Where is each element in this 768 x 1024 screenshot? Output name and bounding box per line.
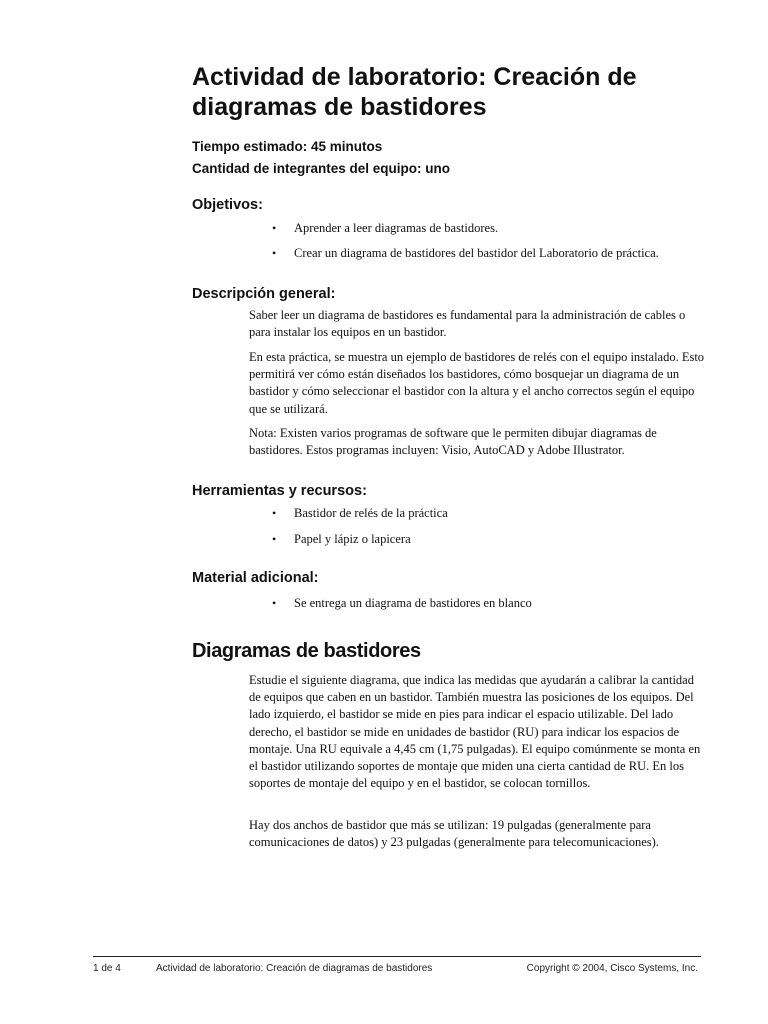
- section-heading: Diagramas de bastidores: [192, 640, 421, 662]
- overview-paragraph: Saber leer un diagrama de bastidores es fundamental para la administración de cables o para instalar los equipos en un bastidor.: [249, 308, 686, 340]
- list-item: • Aprender a leer diagramas de bastidores.: [272, 221, 499, 235]
- page-number: 1 de 4: [93, 963, 121, 974]
- page-title: Actividad de laboratorio: Creación de diagramas de bastidores: [192, 63, 637, 121]
- overview-note: Nota: Existen varios programas de software que le permiten dibujar diagramas de bastidores. Estos programas incluyen: Visio, AutoCAD y Adobe Illustrator.: [249, 426, 657, 458]
- bullet-icon: •: [272, 596, 277, 610]
- bullet-icon: •: [272, 506, 277, 520]
- tools-heading: Herramientas y recursos:: [192, 483, 367, 499]
- objectives-heading: Objetivos:: [192, 197, 263, 213]
- bullet-icon: •: [272, 221, 277, 235]
- list-item: • Papel y lápiz o lapicera: [272, 532, 411, 546]
- overview-paragraph: En esta práctica, se muestra un ejemplo de bastidores de relés con el equipo instalado. Esto permitirá ver cómo están diseñados los bastidores, cómo bosquejar un diagrama de un bastidor y cómo seleccionar el bastidor con la altura y el ancho correctos según el equipo que se utilizará.: [249, 350, 705, 416]
- section-paragraph: Estudie el siguiente diagrama, que indica las medidas que ayudarán a calibrar la cantidad de equipos que caben en un bastidor. También muestra las posiciones de los equipos. Del lado izquierdo, el bastidor se mide en pies para indicar el espacio utilizable. Del lado derecho, el bastidor se mide en unidades de bastidor (RU) para indicar los espacios de montaje. Una RU equivale a 4,45 cm (1,75 pulgadas). El equipo comúnmente se monta en el bastidor utilizando soportes de montaje que miden una cierta cantidad de RU. En los soportes de montaje del equipo y en el bastidor, se colocan tornillos.: [249, 673, 701, 791]
- bullet-icon: •: [272, 246, 277, 260]
- list-item: • Crear un diagrama de bastidores del bastidor del Laboratorio de práctica.: [272, 246, 659, 260]
- estimated-time: Tiempo estimado: 45 minutos: [192, 139, 383, 154]
- footer-title: Actividad de laboratorio: Creación de diagramas de bastidores: [156, 963, 433, 974]
- team-size: Cantidad de integrantes del equipo: uno: [192, 161, 451, 176]
- list-item: • Se entrega un diagrama de bastidores en blanco: [272, 596, 532, 610]
- copyright: Copyright © 2004, Cisco Systems, Inc.: [526, 963, 698, 974]
- overview-heading: Descripción general:: [192, 286, 336, 302]
- list-item: • Bastidor de relés de la práctica: [272, 506, 448, 520]
- bullet-icon: •: [272, 532, 277, 546]
- footer-divider: [93, 956, 701, 957]
- additional-heading: Material adicional:: [192, 570, 319, 586]
- section-paragraph: Hay dos anchos de bastidor que más se utilizan: 19 pulgadas (generalmente para comunicaciones de datos) y 23 pulgadas (generalmente para telecomunicaciones).: [249, 818, 659, 850]
